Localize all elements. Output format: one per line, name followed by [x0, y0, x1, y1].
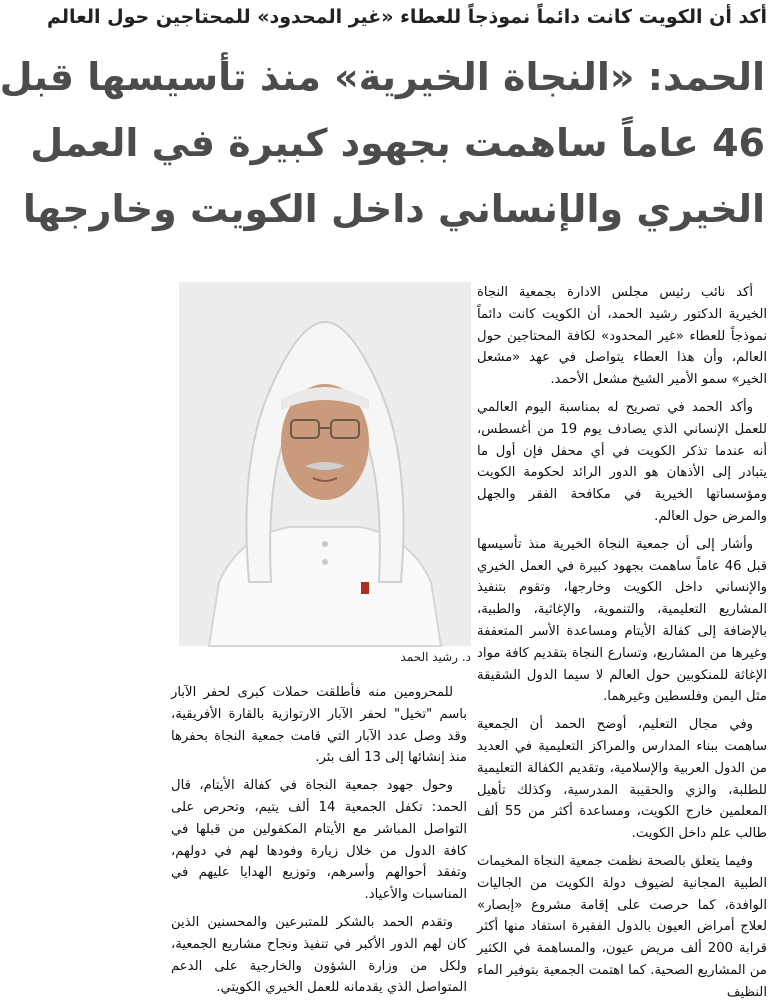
portrait-illustration: [179, 282, 471, 646]
headline-line-2: 46 عاماً ساهمت بجهود كبيرة في العمل: [30, 121, 765, 165]
paragraph: وتقدم الحمد بالشكر للمتبرعين والمحسنين الذين كان لهم الدور الأكبر في تنفيذ ونجاح مشاريع الجمعية، ولكل من وزارة الشؤون والخارجية على الدعم المتواصل الذي يقدمانه للعمل الخيري الكويتي.: [171, 914, 467, 996]
photo-caption: د. رشيد الحمد: [400, 650, 471, 664]
paragraph: وأكد الحمد في تصريح له بمناسبة اليوم العالمي للعمل الإنساني الذي يصادف يوم 19 من أغسطس، أنه عندما تذكر الكويت في أي محفل فإن أول ما يتبادر إلى الأذهان هو الدور الرائد لحكومة الكويت ومؤسساتها الخيرية في مكافحة الفقر والجهل والمرض حول العالم.: [477, 399, 768, 524]
paragraph: وأشار إلى أن جمعية النجاة الخيرية منذ تأسيسها قبل 46 عاماً ساهمت بجهود كبيرة في العمل الخيري والإنساني داخل الكويت وخارجها، وتقوم بتنفيذ المشاريع التعليمية، والتنموية، والإغاثية، والطبية، بالإضافة إلى كفالة الأيتام ومساعدة الأسر المتعففة وغيرها من المشاريع، وتسارع النجاة بتقديم كافة مواد الإغاثة للمنكوبين حول العالم لا سيما الدول الشقيقة مثل اليمن وفلسطين وغيرهما.: [477, 536, 767, 705]
headline-line-3: الخيري والإنساني داخل الكويت وخارجها: [22, 187, 765, 231]
paragraph: وحول جهود جمعية النجاة في كفالة الأيتام، قال الحمد: تكفل الجمعية 14 ألف يتيم، وتحرص على التواصل المباشر مع الأيتام المكفولين من قبلها في كافة الدول من خلال زيارة وفودها لهم في دولهم، وتفقد أحوالهم وأسرهم، وتوزيع الهدايا عليهم في المناسبات والأعياد.: [171, 778, 467, 903]
paragraph: وفي مجال التعليم، أوضح الحمد أن الجمعية ساهمت ببناء المدارس والمراكز التعليمية في العديد من الدول العربية والإسلامية، وتقديم الكفالة التعليمية للطلبة، والزي والحقيبة المدرسية، وكذلك تأهيل المعلمين خارج الكويت، ومساعدة أكثر من 55 ألف طالب علم داخل الكويت.: [477, 717, 768, 842]
kicker-line: أكد أن الكويت كانت دائماً نموذجاً للعطاء «غير المحدود» للمحتاجين حول العالم: [46, 6, 767, 28]
paragraph: وفيما يتعلق بالصحة نظمت جمعية النجاة المخيمات الطبية المجانية لضيوف دولة الكويت من الجاليات الوافدة، كما حرصت على إقامة مشروع «إبصار» لعلاج أمراض العيون بالدول الفقيرة استفاد منها أكثر قرابة 200 ألف مريض عيون، والمساهمة في الكثير من المشاريع الصحية. كما اهتمت الجمعية بتوفير الماء النظيف: [477, 853, 767, 1000]
article-column-left: [171, 682, 467, 998]
article-column-right: [477, 282, 767, 998]
paragraph: أكد نائب رئيس مجلس الادارة بجمعية النجاة الخيرية الدكتور رشيد الحمد، أن الكويت كانت دائماً نموذجاً للعطاء «غير المحدود» لكافة المحتاجين حول العالم، وأن هذا العطاء يتواصل في عهد «مشعل الخير» سمو الأمير الشيخ مشعل الأحمد.: [477, 285, 767, 388]
headline: [0, 44, 765, 242]
paragraph: للمحرومين منه فأطلقت حملات كبرى لحفر الآبار باسم "تخيل" لحفر الآبار الارتوازية بالقارة الأفريقية، وقد وصل عدد الآبار التي قامت جمعية النجاة بحفرها منذ إنشائها إلى 13 ألف بئر.: [171, 685, 467, 766]
portrait-photo: [179, 282, 471, 646]
headline-line-1: الحمد: «النجاة الخيرية» منذ تأسيسها قبل: [0, 55, 765, 99]
